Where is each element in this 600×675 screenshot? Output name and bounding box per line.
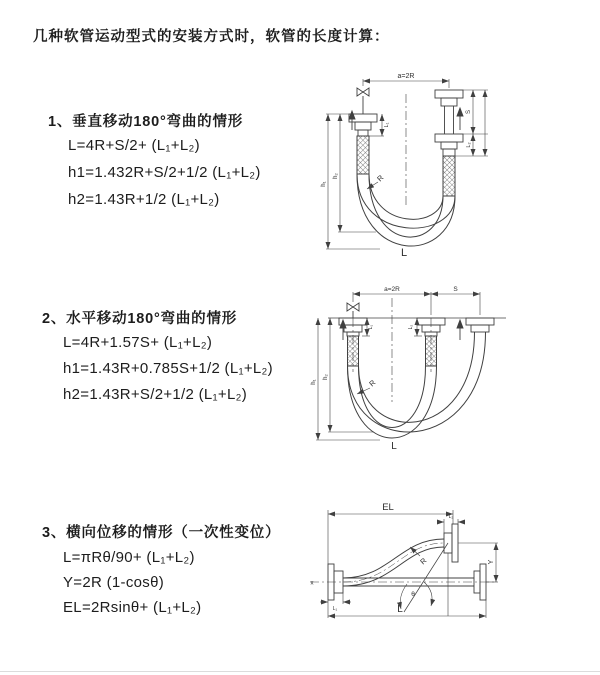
dim-label-a2r: a=2R [384, 286, 400, 293]
section2-formula-l: L=4R+1.57S+ (L₁+L₂) [63, 334, 213, 351]
dim-label-l1: L₁ [384, 122, 390, 128]
leader-r [367, 182, 378, 189]
dim-l2 [437, 519, 465, 533]
section3-formula-l: L=πRθ/90+ (L₁+L₂) [63, 549, 195, 566]
dim-label-r: R [375, 173, 386, 184]
section1-formula-l: L=4R+S/2+ (L₁+L₂) [68, 137, 200, 154]
diagram-vertical-180-bend [318, 66, 503, 258]
diagram-lateral-displacement [300, 492, 520, 657]
section2-formula-h1: h1=1.43R+0.785S+1/2 (L₁+L₂) [63, 360, 273, 377]
movement-arrow-up-right [457, 108, 463, 130]
dim-h1 [326, 114, 380, 249]
diagram-horizontal-180-bend [310, 282, 520, 454]
dim-label-s: S [453, 286, 458, 293]
centerline-break-mark: x [310, 580, 314, 587]
dim-l1 [320, 593, 351, 604]
upper-right-flange [444, 524, 458, 562]
dim-label-h2: h₂ [333, 173, 339, 179]
dim-label-r: R [418, 555, 429, 567]
right-flange-assembly [466, 318, 494, 332]
dim-label-l: L [391, 441, 397, 452]
section1-heading: 1、垂直移动180°弯曲的情形 [48, 114, 244, 130]
hose-curves [348, 332, 486, 438]
dim-label-l1: L₁ [332, 606, 338, 612]
dim-label-l2: L₂ [448, 514, 454, 520]
dim-label-l2: L₂ [466, 142, 472, 148]
dim-a2r [363, 79, 449, 88]
dim-label-s: S [466, 109, 472, 115]
scan-edge-line [0, 671, 600, 672]
section3-formula-el: EL=2Rsinθ+ (L₁+L₂) [63, 599, 202, 616]
left-flange-assembly [349, 114, 377, 174]
dim-label-r: R [367, 377, 378, 389]
section1-formula-h2: h2=1.43R+1/2 (L₁+L₂) [68, 191, 220, 208]
section1-formula-h1: h1=1.432R+S/2+1/2 (L₁+L₂) [68, 164, 261, 181]
valve-icon [357, 88, 369, 114]
dim-label-l2: L₂ [408, 324, 414, 330]
dim-el [328, 510, 453, 564]
angle-label-theta: θ [411, 591, 415, 598]
right-lower-flange [435, 134, 463, 196]
movement-arrow-up-left [340, 320, 346, 340]
dim-label-el: EL [382, 502, 394, 513]
movement-arrow-up-right [457, 320, 463, 340]
dim-a2r [353, 292, 480, 315]
section2-heading: 2、水平移动180°弯曲的情形 [42, 311, 238, 327]
dim-label-a2r: a=2R [397, 73, 415, 80]
section3-heading: 3、横向位移的情形（一次性变位） [42, 525, 281, 541]
hose-curves [343, 539, 444, 586]
dim-label-y: Y [488, 559, 495, 565]
valve-icon [347, 303, 359, 318]
page-title: 几种软管运动型式的安装方式时，软管的长度计算： [33, 29, 390, 45]
dim-label-h1: h₁ [321, 181, 327, 187]
dim-label-l: L [400, 247, 408, 258]
dim-l2 [414, 318, 422, 336]
dim-label-l1: L₁ [368, 324, 374, 330]
section2-formula-h2: h2=1.43R+S/2+1/2 (L₁+L₂) [63, 386, 248, 403]
dim-label-h1: h₁ [311, 379, 317, 385]
center-lines [353, 298, 431, 402]
dim-l [328, 600, 486, 618]
angle-construction [400, 543, 448, 612]
section3-formula-y: Y=2R (1-cosθ) [63, 574, 165, 591]
dim-label-l: L [397, 604, 403, 615]
dim-label-h2: h₂ [323, 374, 329, 380]
